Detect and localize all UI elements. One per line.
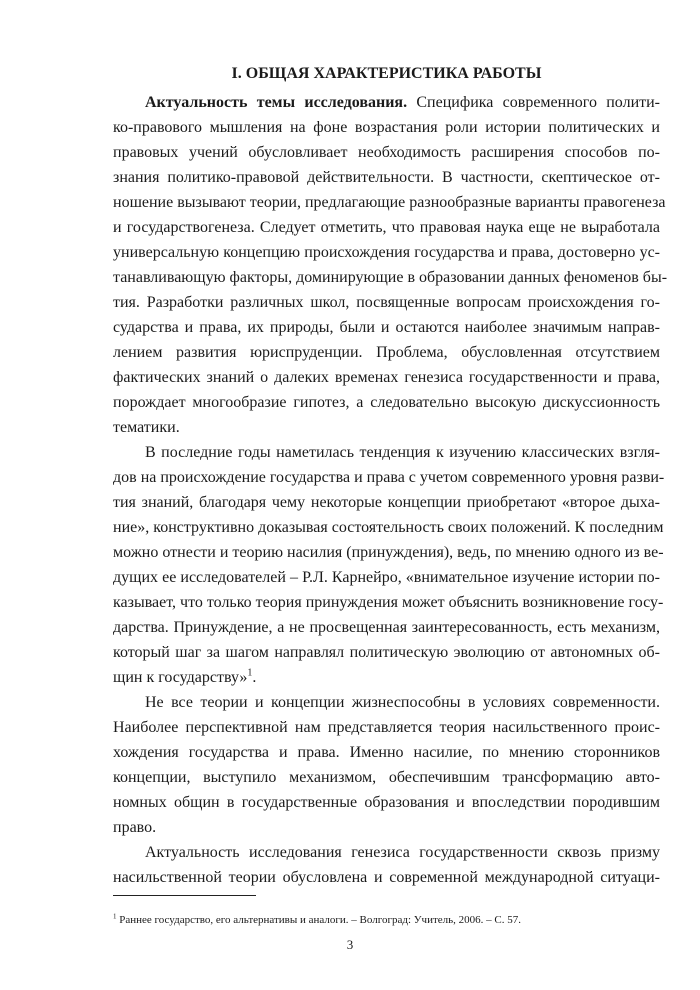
text-line (113, 140, 660, 165)
text-line (113, 690, 660, 715)
text-line (113, 265, 668, 290)
footnote-ref[interactable]: 1 (247, 667, 253, 679)
line-text: лением развития юриспруденции. Проблема, обусловленная отсутствием (113, 344, 660, 361)
line-text: Не все теории и концепции жизнеспособны в условиях современности. (145, 694, 660, 711)
line-text: знания политико-правовой действительности. В частности, скептическое от- (113, 169, 660, 186)
text-line (113, 615, 660, 640)
text-line (113, 590, 664, 615)
line-text: тематики. (113, 419, 180, 436)
line-text: Наиболее перспективной нам представляется теория насильственного проис- (113, 719, 660, 736)
line-text: тия. Разработки различных школ, посвященные вопросам происхождения го- (113, 294, 660, 311)
text-line (113, 440, 660, 465)
line-text: сударства и права, их природы, были и остаются наиболее значимым направ- (113, 319, 660, 336)
text-line (113, 565, 660, 590)
footnote-text: Раннее государство, его альтернативы и аналоги. – Волгоград: Учитель, 2006. – С. 57. (116, 914, 521, 926)
line-text: танавливающую факторы, доминирующие в образовании данных феноменов бы- (113, 269, 668, 286)
line-text: ние», конструктивно доказывая состоятельность своих положений. К последним (113, 519, 664, 536)
line-text: щин к государству» (113, 669, 248, 686)
line-text: правовых учений обусловливает необходимость расширения способов по- (113, 144, 660, 161)
paragraph (113, 690, 660, 840)
lead-heading: Актуальность темы исследования. (145, 94, 408, 111)
line-text: дущих ее исследователей – Р.Л. Карнейро, «внимательное изучение истории по- (113, 569, 660, 586)
page-number: 3 (346, 937, 354, 952)
line-text: номных общин в государственные образования и впоследствии породившим (113, 794, 660, 811)
paragraphs (113, 90, 668, 890)
text-line (113, 415, 660, 440)
paragraph (113, 90, 668, 440)
text-line (113, 540, 664, 565)
line-text: В последние годы наметилась тенденция к изучению классических взгля- (145, 444, 660, 461)
footnote (113, 913, 521, 927)
line-text: ко-правового мышления на фоне возрастания роли истории политических и (113, 119, 660, 136)
text-line (113, 465, 665, 490)
text-line (113, 340, 660, 365)
line-text: Актуальность исследования генезиса государственности сквозь призму (145, 844, 660, 861)
text-line (113, 90, 660, 115)
footnote-separator (113, 895, 256, 896)
line-text: концепции, выступило механизмом, обеспечившим трансформацию авто- (113, 769, 660, 786)
line-text: дов на происхождение государства и права с учетом современного уровня разви- (113, 469, 665, 486)
paragraph (113, 440, 665, 690)
line-text: можно отнести и теорию насилия (принуждения), ведь, по мнению одного из ве- (113, 544, 664, 561)
text-line (113, 290, 660, 315)
line-text: право. (113, 819, 157, 836)
line-text: и государствогенеза. Следует отметить, что правовая наука еще не выработала (113, 219, 660, 236)
text-line (113, 715, 660, 740)
text-line (113, 215, 660, 240)
line-text: тия знаний, благодаря чему некоторые концепции приобретают «второе дыха- (113, 494, 660, 511)
text-line (113, 765, 660, 790)
line-text: ношение вызывают теории, предлагающие разнообразные варианты правогенеза (113, 194, 666, 211)
text-line (113, 240, 660, 265)
line-text: казывает, что только теория принуждения может объяснить возникновение госу- (113, 594, 664, 611)
text-line (113, 515, 664, 540)
text-line (113, 815, 660, 840)
text-line (113, 740, 660, 765)
text-line (113, 115, 660, 140)
text-line (113, 840, 660, 865)
text-line (113, 865, 660, 890)
footnote-number: 1 (113, 912, 117, 921)
line-text: Специфика современного полити- (407, 94, 661, 111)
page-body (113, 61, 668, 890)
line-text: универсальную концепцию происхождения государства и права, достоверно ус- (113, 244, 660, 261)
section-title: I. ОБЩАЯ ХАРАКТЕРИСТИКА РАБОТЫ (231, 65, 542, 82)
text-line (113, 190, 666, 215)
line-text: насильственной теории обусловлена и современной международной ситуаци- (113, 869, 660, 886)
text-line (113, 790, 660, 815)
line-text: . (252, 669, 257, 686)
paragraph (113, 840, 660, 890)
text-line (113, 365, 660, 390)
text-line (113, 315, 660, 340)
line-text: который шаг за шагом направлял политическую эволюцию от автономных об- (113, 644, 660, 661)
text-line (113, 665, 660, 690)
text-line (113, 165, 660, 190)
line-text: хождения государства и права. Именно насилие, по мнению сторонников (113, 744, 660, 761)
line-text: порождает многообразие гипотез, а следовательно высокую дискуссионность (113, 394, 660, 411)
line-text: фактических знаний о далеких временах генезиса государственности и права, (113, 369, 660, 386)
text-line (113, 490, 660, 515)
text-line (113, 640, 660, 665)
line-text: дарства. Принуждение, а не просвещенная заинтересованность, есть механизм, (113, 619, 660, 636)
text-line (113, 390, 660, 415)
